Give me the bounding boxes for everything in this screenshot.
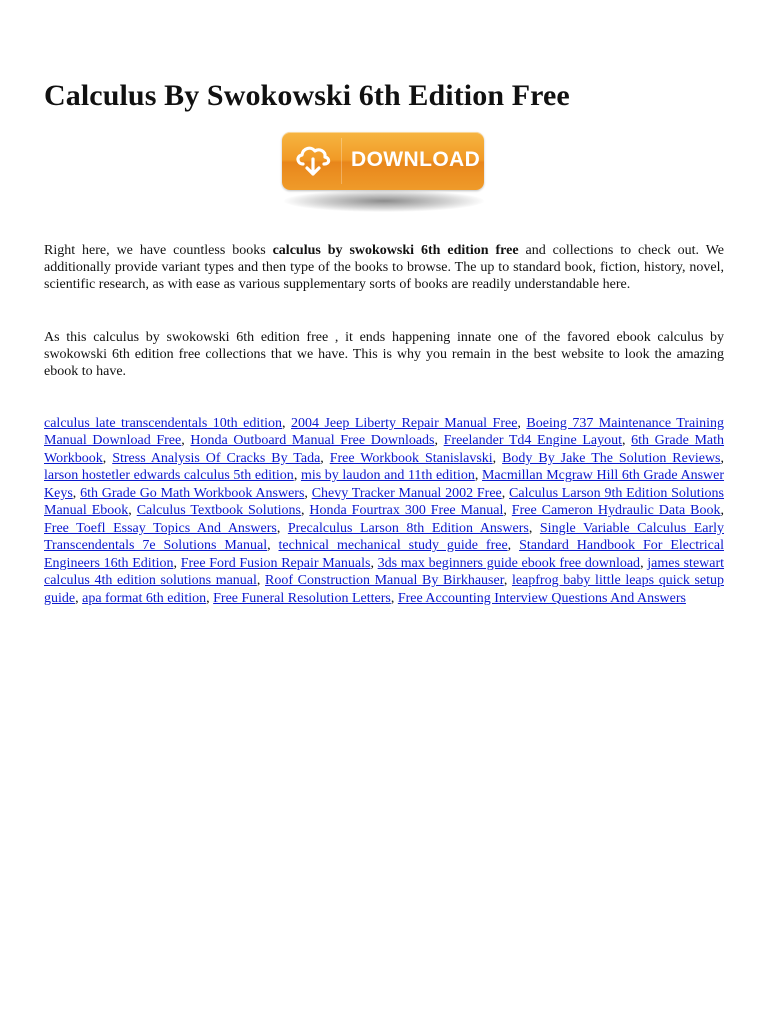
link-separator: , xyxy=(256,573,266,589)
link-separator: , xyxy=(720,503,725,519)
link-separator: , xyxy=(528,520,540,536)
link-separator: , xyxy=(370,555,378,571)
related-link[interactable]: Calculus Larson 9th Edition Solutions Manual Ebook xyxy=(44,485,725,519)
link-separator: , xyxy=(206,590,214,606)
related-link[interactable]: Body By Jake The Solution Reviews xyxy=(502,450,721,466)
download-button-shadow xyxy=(284,190,484,212)
related-link[interactable]: 2004 Jeep Liberty Repair Manual Free xyxy=(291,416,518,431)
intro-text-start: Right here, we have countless books xyxy=(44,243,273,258)
related-link[interactable]: Precalculus Larson 8th Edition Answers xyxy=(287,520,529,536)
related-link[interactable]: Standard Handbook For Electrical Engineers 16th Edition xyxy=(44,538,724,571)
related-link[interactable]: 3ds max beginners guide ebook free download xyxy=(377,555,641,571)
related-link[interactable]: larson hostetler edwards calculus 5th edition xyxy=(44,468,294,484)
link-separator: , xyxy=(276,520,288,536)
related-link[interactable]: Stress Analysis Of Cracks By Tada xyxy=(112,450,321,466)
link-separator: , xyxy=(474,468,482,484)
link-separator: , xyxy=(503,503,512,519)
link-separator: , xyxy=(300,503,310,519)
related-link[interactable]: Macmillan Mcgraw Hill 6th Grade Answer Keys xyxy=(44,468,725,501)
link-separator: , xyxy=(320,450,330,466)
link-separator: , xyxy=(720,450,725,466)
related-link[interactable]: 6th Grade Math Workbook xyxy=(44,433,725,466)
related-link[interactable]: Freelander Td4 Engine Layout xyxy=(443,433,622,449)
intro-paragraph xyxy=(44,242,724,294)
related-link[interactable]: apa format 6th edition xyxy=(82,590,207,606)
download-banner xyxy=(272,128,496,220)
link-separator: , xyxy=(503,573,512,589)
link-separator: , xyxy=(501,485,510,501)
link-separator: , xyxy=(282,416,292,431)
cloud-download-icon xyxy=(291,139,335,183)
page-title: Calculus By Swokowski 6th Edition Free xyxy=(44,79,570,112)
related-link[interactable]: mis by laudon and 11th edition xyxy=(300,468,475,484)
related-links-list xyxy=(44,415,724,607)
intro-text-end: and collections to check out. We additionally provide variant types and then type of the books to browse. The up to standard book, fiction, history, novel, scientific research, as with ease as various supplementary sorts of books are readily understandable here. xyxy=(44,243,724,293)
link-separator: , xyxy=(640,555,648,571)
related-link[interactable]: calculus late transcendentals 10th edition xyxy=(44,416,283,431)
related-link[interactable]: Free Accounting Interview Questions And Answers xyxy=(397,590,686,606)
link-separator: , xyxy=(492,450,503,466)
related-link[interactable]: Calculus Textbook Solutions xyxy=(136,503,301,519)
summary-paragraph: As this calculus by swokowski 6th edition free , it ends happening innate one of the favored ebook calculus by swokowski 6th edition free collections that we have. This is why you remain in the best website to look the amazing ebook to have. xyxy=(44,330,724,380)
link-separator: , xyxy=(267,538,279,554)
link-separator: , xyxy=(102,450,113,466)
related-link[interactable]: Honda Outboard Manual Free Downloads xyxy=(190,433,435,449)
related-link[interactable]: Free Cameron Hydraulic Data Book xyxy=(511,503,721,519)
intro-bold-title: calculus by swokowski 6th edition free xyxy=(272,243,519,258)
link-separator: , xyxy=(622,433,632,449)
related-link[interactable]: Free Ford Fusion Repair Manuals xyxy=(180,555,371,571)
related-link[interactable]: leapfrog baby little leaps quick setup guide xyxy=(44,573,724,606)
link-separator: , xyxy=(293,468,301,484)
download-button[interactable] xyxy=(282,132,484,190)
link-separator: , xyxy=(75,590,83,606)
related-link[interactable]: technical mechanical study guide free xyxy=(278,538,508,554)
related-link[interactable]: Free Toefl Essay Topics And Answers xyxy=(44,520,277,536)
link-separator: , xyxy=(517,416,527,431)
related-link[interactable]: Roof Construction Manual By Birkhauser xyxy=(265,573,504,589)
related-link[interactable]: Single Variable Calculus Early Transcendentals 7e Solutions Manual xyxy=(44,520,725,554)
related-link[interactable]: Free Workbook Stanislavski xyxy=(329,450,493,466)
link-separator: , xyxy=(434,433,444,449)
link-separator: , xyxy=(128,503,137,519)
download-button-label: DOWNLOAD xyxy=(351,148,481,171)
related-link[interactable]: Chevy Tracker Manual 2002 Free xyxy=(311,485,502,501)
link-separator: , xyxy=(72,485,81,501)
link-separator: , xyxy=(181,433,191,449)
related-link[interactable]: james stewart calculus 4th edition solutions manual xyxy=(44,555,725,589)
related-link[interactable]: Boeing 737 Maintenance Training Manual Download Free xyxy=(44,416,725,449)
related-link[interactable]: Free Funeral Resolution Letters xyxy=(213,590,391,606)
related-link[interactable]: Honda Fourtrax 300 Free Manual xyxy=(309,503,504,519)
link-separator: , xyxy=(390,590,398,606)
link-separator: , xyxy=(173,555,181,571)
link-separator: , xyxy=(507,538,520,554)
download-button-divider xyxy=(341,138,342,184)
link-separator: , xyxy=(304,485,312,501)
related-link[interactable]: 6th Grade Go Math Workbook Answers xyxy=(80,485,305,501)
